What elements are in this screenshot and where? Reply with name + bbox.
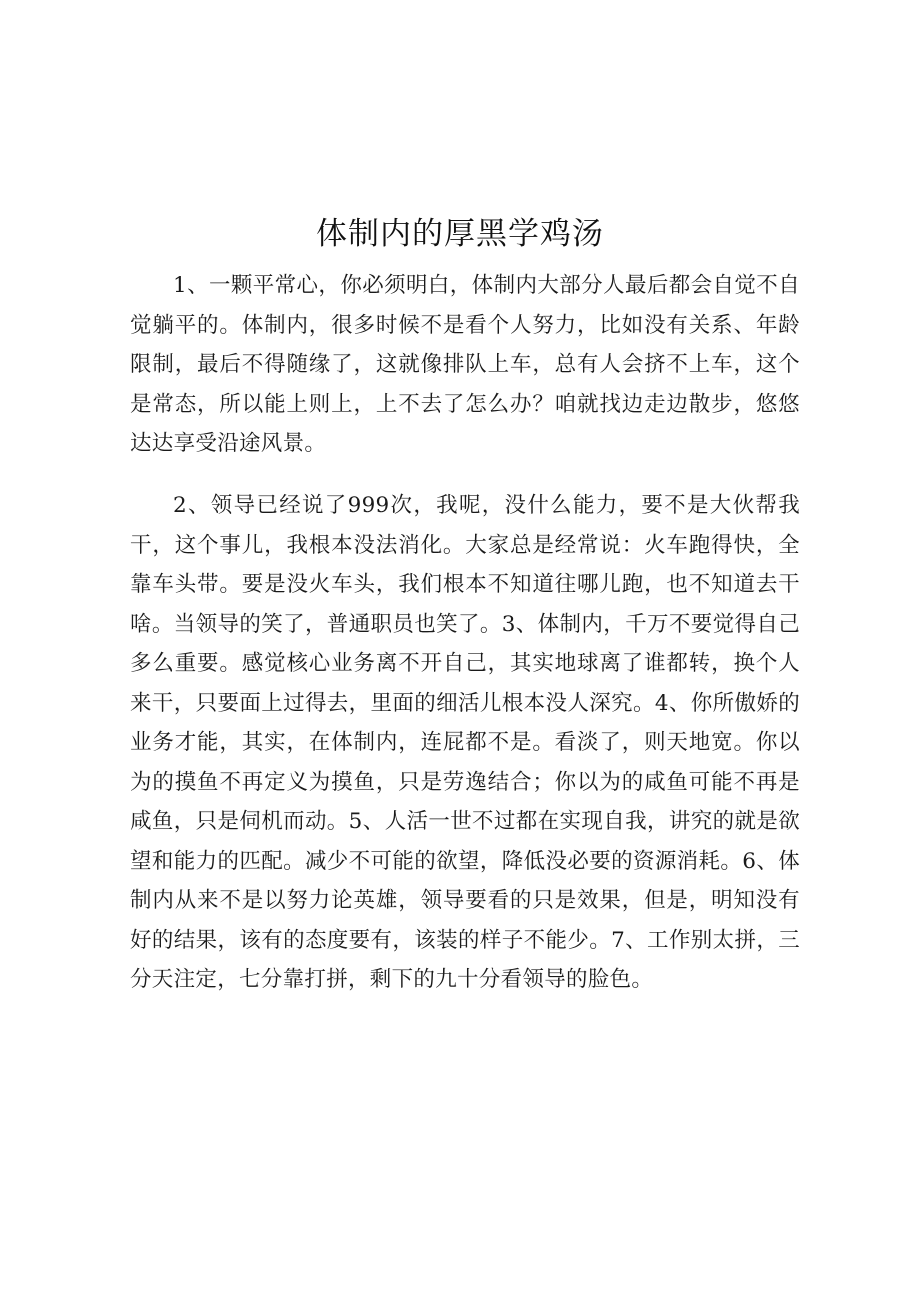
paragraph-1: 1、一颗平常心，你必须明白，体制内大部分人最后都会自觉不自觉躺平的。体制内，很多时候不是看个人努力，比如没有关系、年龄限制，最后不得随缘了，这就像排队上车，总有人会挤不上车，这个是常态，所以能上则上，上不去了怎么办？咱就找边走边散步，悠悠达达享受沿途风景。 [130,273,800,456]
document-title: 体制内的厚黑学鸡汤 [316,216,604,252]
paragraph-2: 2、领导已经说了999次，我呢，没什么能力，要不是大伙帮我干，这个事儿，我根本没法消化。大家总是经常说：火车跑得快，全靠车头带。要是没火车头，我们根本不知道往哪儿跑，也不知道去干啥。当领导的笑了，普通职员也笑了。3、体制内，千万不要觉得自己多么重要。感觉核心业务离不开自己，其实地球离了谁都转，换个人来干，只要面上过得去，里面的细活儿根本没人深究。4、你所傲娇的业务才能，其实，在体制内，连屁都不是。看淡了，则天地宽。你以为的摸鱼不再定义为摸鱼，只是劳逸结合；你以为的咸鱼可能不再是咸鱼，只是伺机而动。5、人活一世不过都在实现自我，讲究的就是欲望和能力的匹配。减少不可能的欲望，降低没必要的资源消耗。6、体制内从来不是以努力论英雄，领导要看的只是效果，但是，明知没有好的结果，该有的态度要有，该装的样子不能少。7、工作别太拼，三分天注定，七分靠打拼，剩下的九十分看领导的脸色。 [130,493,800,992]
